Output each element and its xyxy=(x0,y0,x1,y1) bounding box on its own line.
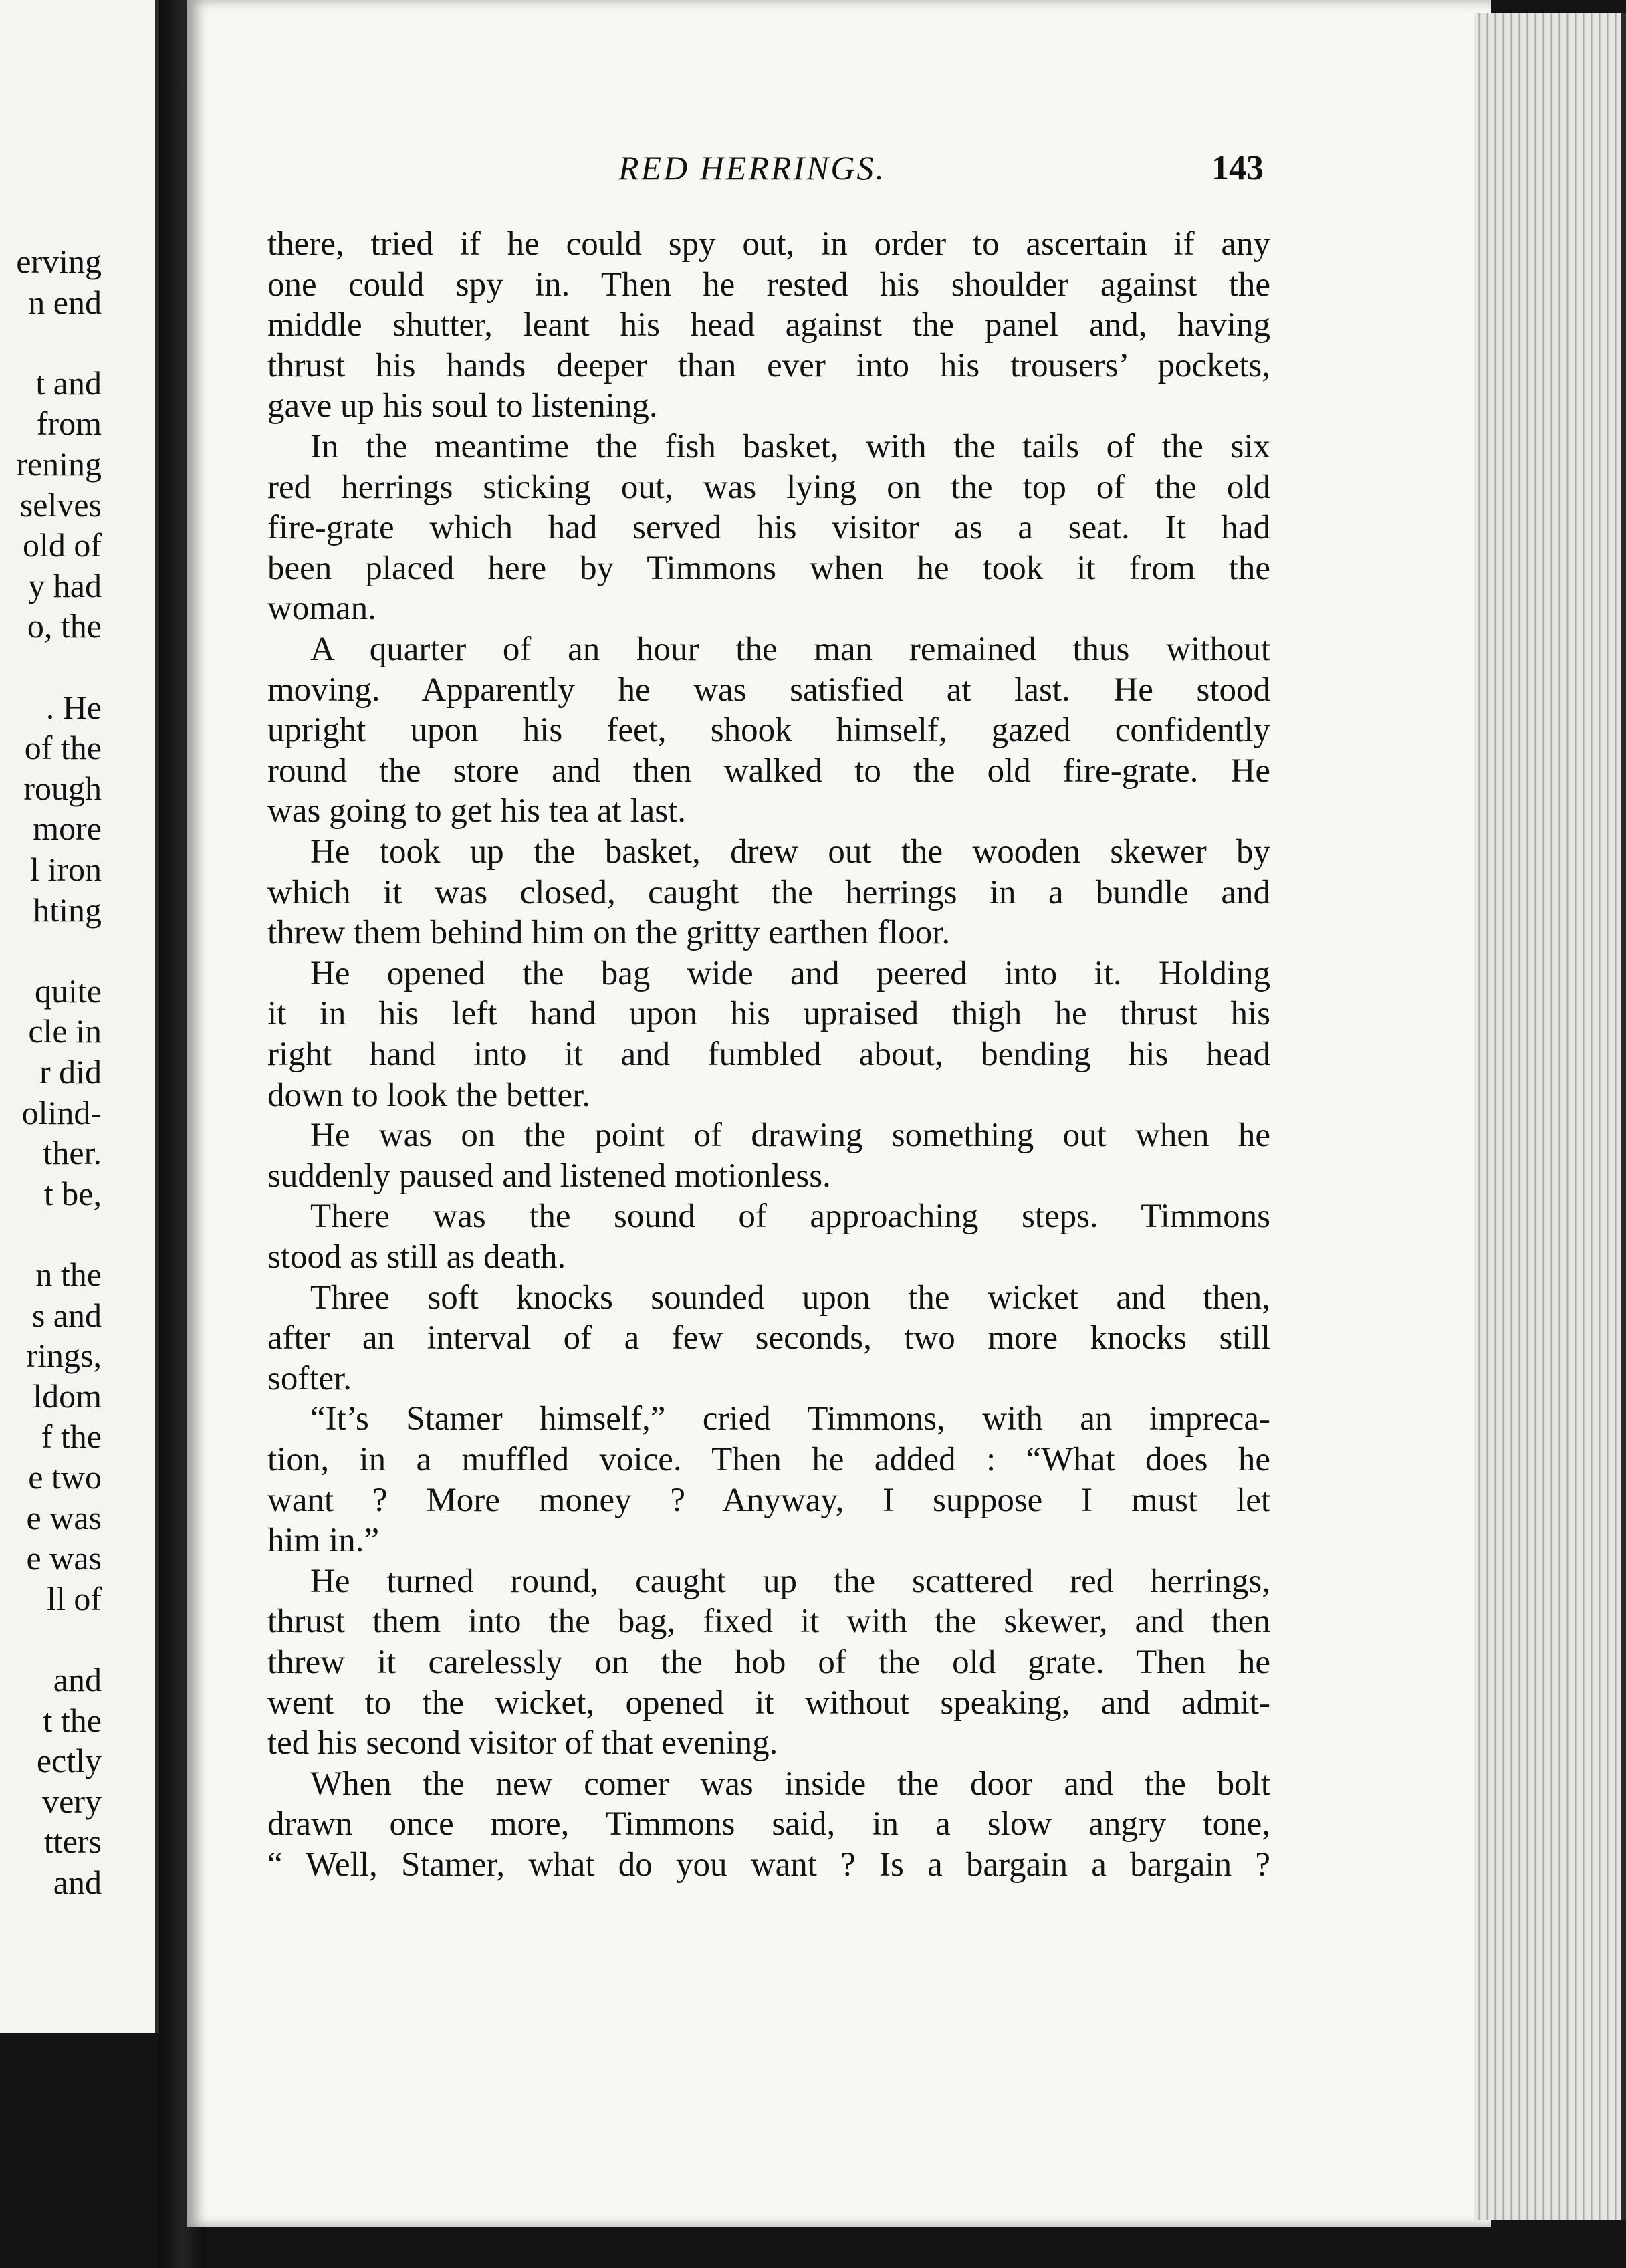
text-line: middle shutter, leant his head against the panel and, having xyxy=(267,306,1270,344)
left-page-fragment: rough xyxy=(23,769,102,807)
left-page-fragment: t be, xyxy=(43,1174,102,1212)
page-number: 143 xyxy=(1211,149,1264,187)
text-line: There was the sound of approaching steps. Timmons xyxy=(310,1198,1270,1236)
left-page-fragment: t and xyxy=(35,364,102,402)
text-line: He turned round, caught up the scattered red herrings, xyxy=(310,1562,1270,1600)
left-page-fragment: cle in xyxy=(28,1012,102,1050)
text-line: “ Well, Stamer, what do you want ? Is a bargain a bargain ? xyxy=(267,1846,1270,1884)
text-line: When the new comer was inside the door and the bolt xyxy=(310,1765,1270,1803)
left-page-fragment: f the xyxy=(41,1418,102,1456)
text-line: moving. Apparently he was satisfied at last. He stood xyxy=(267,671,1270,709)
left-page-fragment: o, the xyxy=(27,607,102,645)
text-line: round the store and then walked to the old fire-grate. He xyxy=(267,752,1270,790)
text-line: suddenly paused and listened motionless. xyxy=(267,1157,831,1195)
text-line: woman. xyxy=(267,590,376,628)
left-page-fragment: . He xyxy=(45,688,102,726)
text-line: fire-grate which had served his visitor as a seat. It had xyxy=(267,509,1270,547)
left-page-fragment: e was xyxy=(26,1539,102,1577)
left-page-fragment: and xyxy=(53,1661,102,1698)
text-line: went to the wicket, opened it without speaking, and admit- xyxy=(267,1684,1270,1722)
text-line: it in his left hand upon his upraised thigh he thrust his xyxy=(267,995,1270,1033)
text-line: there, tried if he could spy out, in order to ascertain if any xyxy=(267,225,1270,263)
text-line: want ? More money ? Anyway, I suppose I must let xyxy=(267,1481,1270,1519)
left-page-fragment: rings, xyxy=(26,1337,102,1375)
left-page-fragment: ldom xyxy=(33,1377,102,1415)
text-line: down to look the better. xyxy=(267,1076,591,1114)
text-line: threw them behind him on the gritty earthen floor. xyxy=(267,914,951,952)
left-page-fragment: ectly xyxy=(36,1742,102,1780)
text-line: right hand into it and fumbled about, bending his head xyxy=(267,1036,1270,1073)
text-line: Three soft knocks sounded upon the wicket and then, xyxy=(310,1278,1270,1317)
text-line: threw it carelessly on the hob of the old grate. Then he xyxy=(267,1643,1270,1681)
text-line: He was on the point of drawing something out when he xyxy=(310,1117,1270,1155)
left-page-fragment: very xyxy=(42,1782,102,1820)
text-line: ted his second visitor of that evening. xyxy=(267,1724,778,1763)
text-line: softer. xyxy=(267,1359,352,1397)
text-line: thrust them into the bag, fixed it with the skewer, and then xyxy=(267,1603,1270,1641)
left-page-fragment: tters xyxy=(43,1823,102,1861)
text-line: upright upon his feet, shook himself, gazed confidently xyxy=(267,711,1270,750)
left-page-fragment: rening xyxy=(16,445,102,483)
left-page-fragment: e two xyxy=(28,1458,102,1496)
text-line: after an interval of a few seconds, two more knocks still xyxy=(267,1319,1270,1357)
left-page-fragment: olind- xyxy=(21,1093,102,1131)
running-title: RED HERRINGS. xyxy=(618,149,887,187)
text-line: gave up his soul to listening. xyxy=(267,387,658,425)
left-page-fragment: r did xyxy=(39,1053,102,1091)
text-line: In the meantime the fish basket, with the tails of the six xyxy=(310,428,1270,465)
left-page-fragment: quite xyxy=(35,972,102,1010)
left-page-fragment: and xyxy=(53,1863,102,1901)
text-line: one could spy in. Then he rested his shoulder against the xyxy=(267,265,1270,304)
left-page-fragment: t the xyxy=(43,1701,102,1739)
text-line: He took up the basket, drew out the wooden skewer by xyxy=(310,833,1270,871)
left-page-fragment: n the xyxy=(35,1256,102,1293)
left-page-fragment: of the xyxy=(24,729,102,767)
page-edges xyxy=(1474,13,1626,2220)
left-page-fragment: e was xyxy=(26,1498,102,1537)
text-line: drawn once more, Timmons said, in a slow angry tone, xyxy=(267,1805,1270,1843)
left-page-fragment: ther. xyxy=(43,1134,102,1172)
text-line: tion, in a muffled voice. Then he added : “What does he xyxy=(267,1441,1270,1478)
left-page-fragment: n end xyxy=(28,283,102,321)
text-line: him in.” xyxy=(267,1522,380,1560)
text-line: A quarter of an hour the man remained thus without xyxy=(310,631,1270,668)
text-line: which it was closed, caught the herrings in a bundle and xyxy=(267,873,1270,911)
left-page-fragment: old of xyxy=(22,526,102,564)
left-page-fragment: s and xyxy=(31,1296,102,1334)
facing-page-left xyxy=(0,0,159,2033)
text-line: thrust his hands deeper than ever into his trousers’ pockets, xyxy=(267,346,1270,384)
left-page-fragment: y had xyxy=(28,566,102,604)
text-line: been placed here by Timmons when he took it from the xyxy=(267,549,1270,587)
left-page-fragment: l iron xyxy=(30,850,102,888)
text-line: stood as still as death. xyxy=(267,1238,566,1276)
left-page-fragment: ll of xyxy=(47,1579,102,1617)
left-page-fragment: erving xyxy=(16,243,102,280)
left-page-fragment: from xyxy=(36,405,102,443)
left-page-fragment: more xyxy=(33,810,102,848)
left-page-fragment: hting xyxy=(33,891,102,929)
text-line: red herrings sticking out, was lying on the top of the old xyxy=(267,468,1270,506)
text-line: He opened the bag wide and peered into it. Holding xyxy=(310,954,1270,992)
text-line: “It’s Stamer himself,” cried Timmons, with an impreca- xyxy=(310,1400,1270,1438)
text-line: was going to get his tea at last. xyxy=(267,792,687,830)
left-page-fragment: selves xyxy=(19,485,102,524)
